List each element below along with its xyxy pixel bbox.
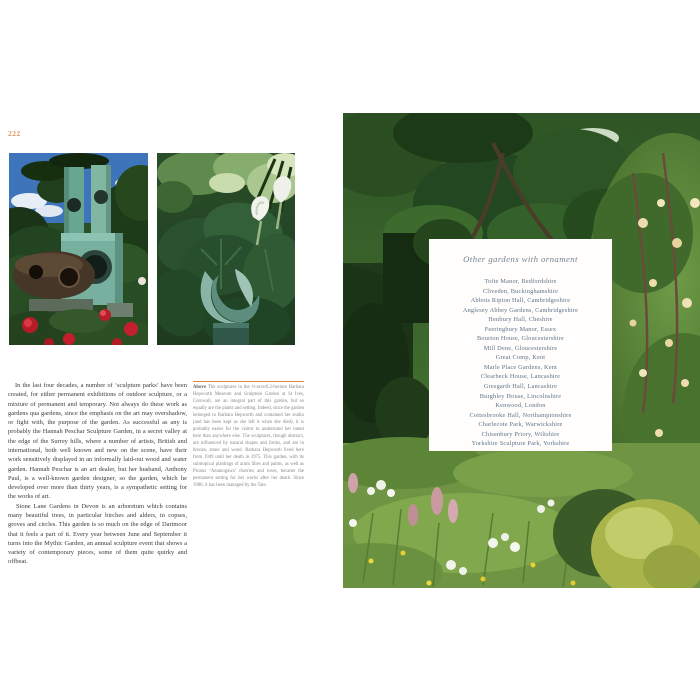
garden-list-item: Great Comp, Kent bbox=[495, 354, 546, 362]
body-paragraph-1: In the last four decades, a number of ‘sculpture parks’ have been created, for either permanent exhibitions of outdoor sculpture, or a mixture of permanent and temporary. Not always do these work as gardens qua gardens, since the emphasis on the art may overshadow, or fight with, the purpose of the garden. As successful as any is probably the Hannah Peschar Sculpture Garden, in a secret valley at the edge of the Surrey hills, where a number of artists, British and international, both well known and new on the scene, have their work sensitively displayed in an informally laid-out wood and water garden. Hannah Peschar is an art dealer, but her husband, Anthony Paul, is a well-known garden designer, so the garden, which he developed over more than thirty years, is a sympathetic setting for the works of art. bbox=[8, 382, 187, 501]
arum-lily-illustration bbox=[157, 153, 295, 345]
page-number: 222 bbox=[8, 129, 21, 138]
garden-list-item: Marle Place Gardens, Kent bbox=[483, 363, 558, 371]
garden-list-item: Cottesbrooke Hall, Northamptonshire bbox=[469, 411, 572, 419]
garden-list-item: Gresgarth Hall, Lancashire bbox=[483, 383, 558, 391]
body-paragraph-2: Stone Lane Gardens in Devon is an arboretum which contains many beautiful trees, in particular birches and alders, in copses, groves and circles. This garden is so much on the edge of Dartmoor that it feels a part of it. Every year between June and September it turns into the Mythic Garden, an annual sculpture event that shows a variety of contemporary pieces, some of them quite quirky and offbeat. bbox=[8, 502, 187, 566]
left-page bbox=[0, 113, 330, 588]
garden-list-item: Cliveden, Buckinghamshire bbox=[482, 287, 559, 295]
box-heading: Other gardens with ornament bbox=[463, 254, 578, 264]
garden-list bbox=[429, 277, 612, 449]
caption-text: The sculptures in the ½-acre/0.2-hectare Barbara Hepworth Museum and Sculpture Garden at St Ives, Cornwall, are an integral part of this garden, but so equally are the plants and setting. Indeed, since the garden belonged to Barbara Hepworth and contained her studio (and has been kept as she left it when she died), it is probably easier for the visitor to understand her intent here than anywhere else. The sculptures, though abstract, are influenced by natural shapes and forms, and are in bronze, stone and wood. Barbara Hepworth lived here from 1949 until her death in 1975. This garden, with its subtropical plantings of arum lilies and palms, as well as Prunus ‘Amanogawa’ cherries and roses, became the permanent setting for her works after her death. Since 1980, it has been managed by the Tate. bbox=[193, 385, 304, 488]
hepworth-sculpture-photo bbox=[9, 153, 148, 345]
garden-list-item: Mill Dene, Gloucestershire bbox=[483, 344, 558, 352]
caption-column bbox=[193, 381, 304, 490]
garden-list-item: Feeringbury Manor, Essex bbox=[484, 325, 557, 333]
garden-list-item: Tofte Manor, Bedfordshire bbox=[484, 278, 557, 285]
garden-list-item: Chisenbury Priory, Wiltshire bbox=[481, 430, 560, 438]
garden-list-item: Charlecote Park, Warwickshire bbox=[478, 421, 563, 429]
garden-list-item: Abbots Ripton Hall, Cambridgeshire bbox=[470, 297, 571, 305]
garden-list-item: Burghley House, Lincolnshire bbox=[479, 392, 562, 400]
meadow bbox=[343, 437, 700, 588]
caption-label: Above bbox=[193, 385, 206, 390]
photo-caption bbox=[193, 385, 304, 490]
garden-list-item: Bourton House, Gloucestershire bbox=[477, 335, 564, 343]
body-text bbox=[8, 381, 187, 567]
hepworth-sculpture-illustration bbox=[9, 153, 148, 345]
other-gardens-box bbox=[429, 239, 612, 451]
garden-list-item: Clearbeck House, Lancashire bbox=[480, 373, 561, 381]
garden-list-item: Henbury Hall, Cheshire bbox=[488, 316, 553, 324]
caption-divider-rule bbox=[193, 381, 304, 382]
garden-list-item: Anglesey Abbey Gardens, Cambridgeshire bbox=[462, 306, 579, 314]
right-page bbox=[343, 113, 700, 588]
arum-lily-sculpture-photo bbox=[157, 153, 295, 345]
garden-list-item: Yorkshire Sculpture Park, Yorkshire bbox=[471, 440, 570, 448]
garden-list-item: Kenwood, London bbox=[495, 402, 546, 410]
